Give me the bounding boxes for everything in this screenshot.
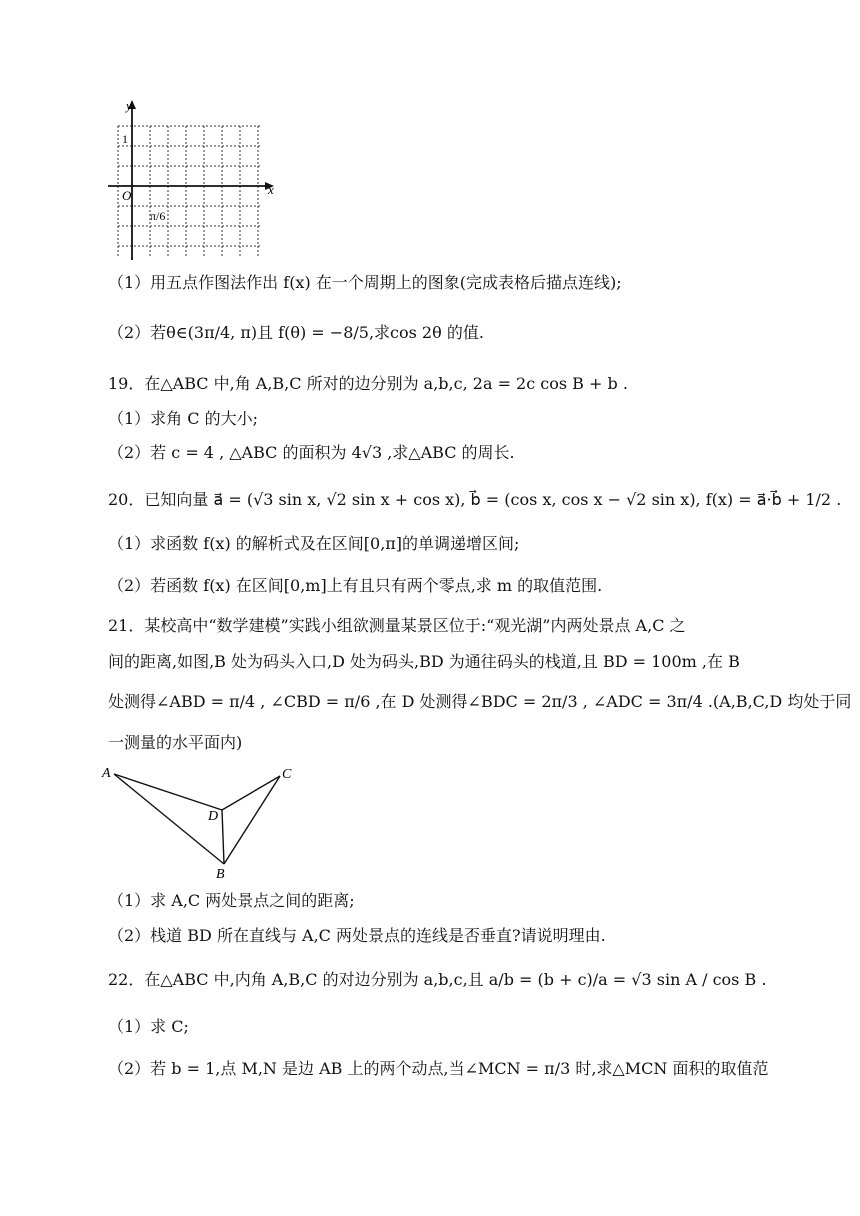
quad-svg [100, 764, 310, 882]
point-D-label: D [208, 809, 219, 824]
q21-part2: （2）栈道 BD 所在直线与 A,C 两处景点的连线是否垂直?请说明理由. [108, 926, 606, 945]
q19-stem: 19．在△ABC 中,角 A,B,C 所对的边分别为 a,b,c, 2a = 2c cos B + b . [108, 374, 628, 393]
axis-y-label: y [126, 98, 132, 113]
axis-x-label: x [268, 182, 274, 197]
q18-part2: （2）若θ∈(3π/4, π)且 f(θ) = −8/5,求cos 2θ 的值. [108, 323, 484, 342]
q19-part2: （2）若 c = 4 , △ABC 的面积为 4√3 ,求△ABC 的周长. [108, 443, 515, 462]
q21-stem-line1: 21．某校高中“数学建模”实践小组欲测量某景区位于:“观光湖”内两处景点 A,C 之 [108, 616, 686, 635]
grid-svg [104, 98, 284, 260]
q20-part2: （2）若函数 f(x) 在区间[0,m]上有且只有两个零点,求 m 的取值范围. [108, 576, 603, 595]
coordinate-grid-figure [104, 98, 284, 260]
q20-stem: 20．已知向量 a⃗ = (√3 sin x, √2 sin x + cos x), b⃗ = (cos x, cos x − √2 sin x), f(x) = a⃗·b⃗ + 1/2 . [108, 490, 842, 509]
q21-part1: （1）求 A,C 两处景点之间的距离; [108, 891, 355, 910]
point-B-label: B [216, 867, 225, 882]
tick-x-label: π/6 [150, 209, 166, 223]
quadrilateral-figure [100, 764, 310, 882]
q20-part1: （1）求函数 f(x) 的解析式及在区间[0,π]的单调递增区间; [108, 534, 520, 553]
q22-part2: （2）若 b = 1,点 M,N 是边 AB 上的两个动点,当∠MCN = π/3 时,求△MCN 面积的取值范 [108, 1059, 769, 1078]
q21-stem-line4: 一测量的水平面内) [108, 733, 243, 752]
q19-part1: （1）求角 C 的大小; [108, 409, 258, 428]
q22-part1: （1）求 C; [108, 1017, 189, 1036]
q18-part1: （1）用五点作图法作出 f(x) 在一个周期上的图象(完成表格后描点连线); [108, 273, 622, 292]
point-C-label: C [282, 767, 292, 782]
origin-label: O [122, 188, 132, 203]
q21-stem-line3: 处测得∠ABD = π/4 , ∠CBD = π/6 ,在 D 处测得∠BDC = 2π/3 , ∠ADC = 3π/4 .(A,B,C,D 均处于同 [108, 692, 852, 711]
q21-stem-line2: 间的距离,如图,B 处为码头入口,D 处为码头,BD 为通往码头的栈道,且 BD = 100m ,在 B [108, 652, 740, 671]
tick-y-label: 1 [122, 132, 128, 146]
point-A-label: A [102, 766, 111, 781]
q22-stem: 22．在△ABC 中,内角 A,B,C 的对边分别为 a,b,c,且 a/b = (b + c)/a = √3 sin A / cos B . [108, 970, 767, 989]
